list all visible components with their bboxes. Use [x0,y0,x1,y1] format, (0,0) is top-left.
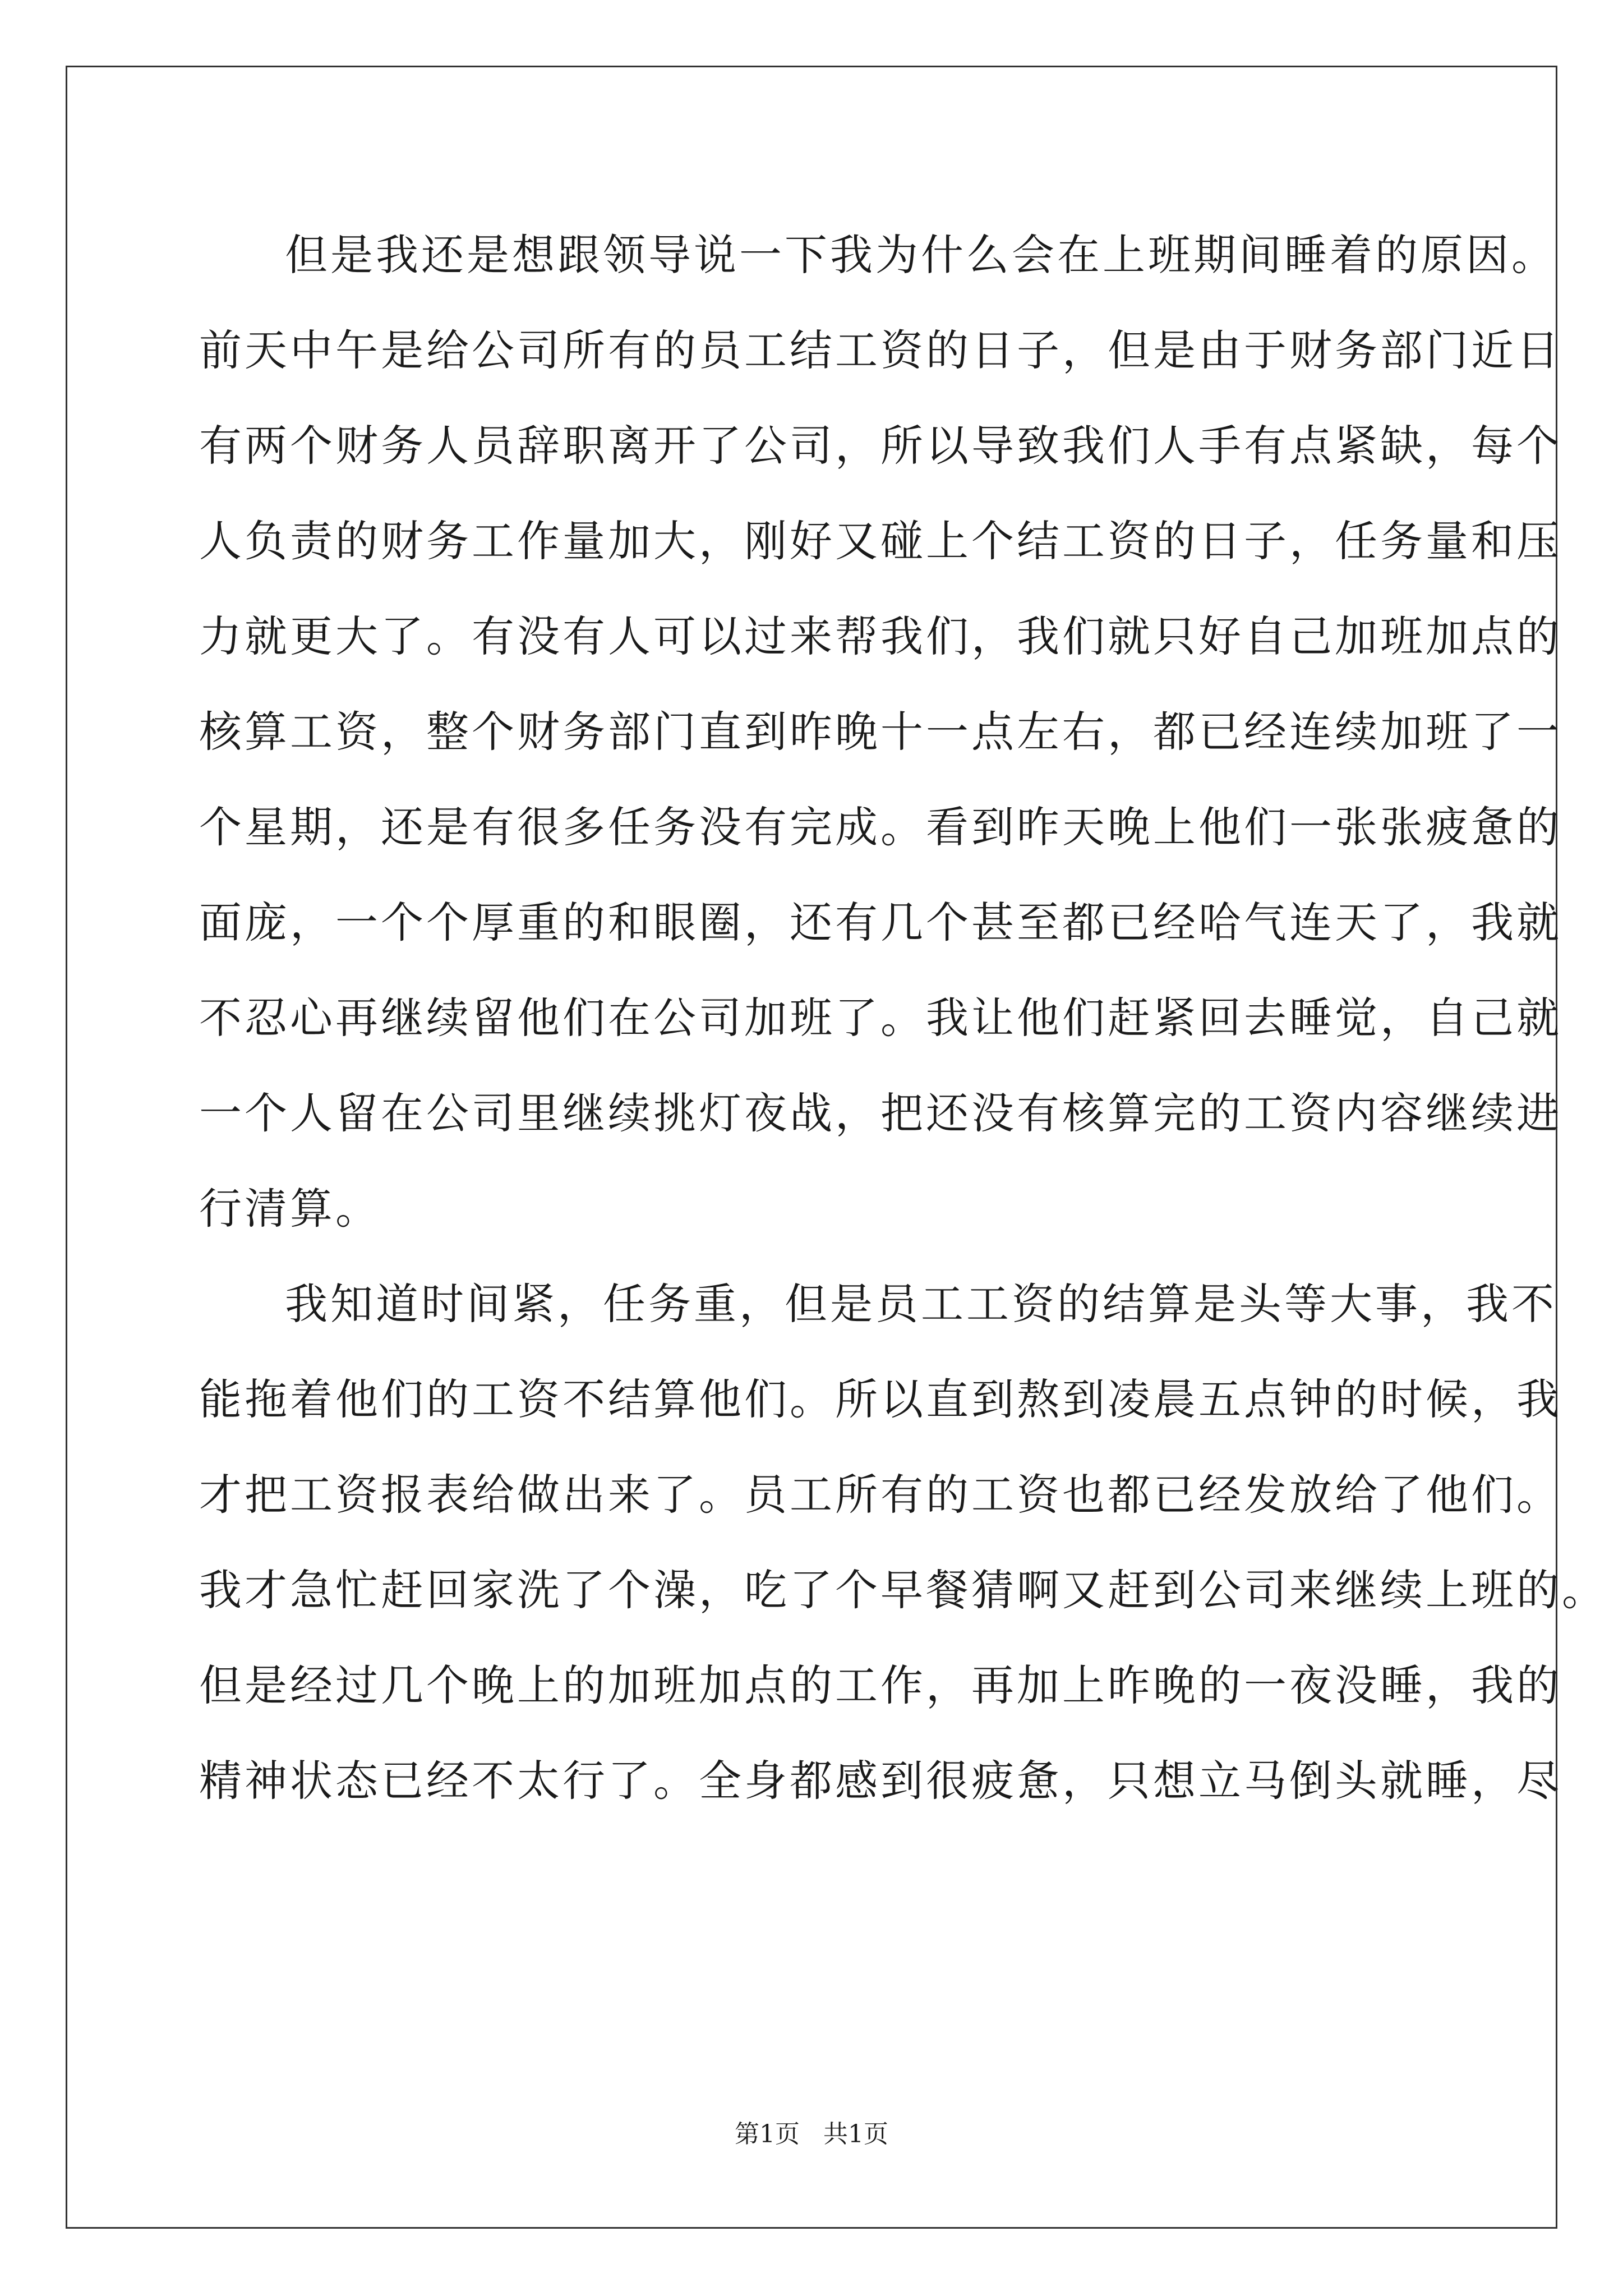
paragraph-1-line-2: 前天中午是给公司所有的员工结工资的日子，但是由于财务部门近日 [199,325,1562,375]
paragraph-1-line-5: 力就更大了。有没有人可以过来帮我们，我们就只好自己加班加点的 [199,611,1562,661]
paragraph-2-line-4: 我才急忙赶回家洗了个澡，吃了个早餐猜啊又赶到公司来继续上班的。 [199,1565,1607,1615]
paragraph-2-line-5: 但是经过几个晚上的加班加点的工作，再加上昨晚的一夜没睡，我的 [199,1660,1562,1710]
paragraph-2-line-3: 才把工资报表给做出来了。员工所有的工资也都已经发放给了他们。 [199,1470,1562,1520]
paragraph-1-line-6: 核算工资，整个财务部门直到昨晚十一点左右，都已经连续加班了一 [199,707,1562,757]
paragraph-1-line-8: 面庞，一个个厚重的和眼圈，还有几个甚至都已经哈气连天了，我就 [199,898,1562,947]
paragraph-1-line-10: 一个人留在公司里继续挑灯夜战，把还没有核算完的工资内容继续进 [199,1088,1562,1138]
paragraph-1-line-4: 人负责的财务工作量加大，刚好又碰上个结工资的日子，任务量和压 [199,516,1562,566]
paragraph-1-line-7: 个星期，还是有很多任务没有完成。看到昨天晚上他们一张张疲惫的 [199,802,1562,852]
paragraph-2-line-1: 我知道时间紧，任务重，但是员工工资的结算是头等大事，我不 [285,1279,1557,1329]
paragraph-1-line-3: 有两个财务人员辞职离开了公司，所以导致我们人手有点紧缺，每个 [199,421,1562,471]
paragraph-1-line-11: 行清算。 [199,1184,381,1234]
paragraph-2-line-6: 精神状态已经不太行了。全身都感到很疲惫，只想立马倒头就睡，尽 [199,1756,1562,1806]
document-body [199,208,1607,1829]
paragraph-2-line-2: 能拖着他们的工资不结算他们。所以直到熬到凌晨五点钟的时候，我 [199,1374,1562,1424]
paragraph-1-line-1: 但是我还是想跟领导说一下我为什么会在上班期间睡着的原因。 [285,230,1557,280]
paragraph-1-line-9: 不忍心再继续留他们在公司加班了。我让他们赶紧回去睡觉，自己就 [199,993,1562,1043]
page-number-footer: 第1页 共1页 [735,2120,888,2148]
